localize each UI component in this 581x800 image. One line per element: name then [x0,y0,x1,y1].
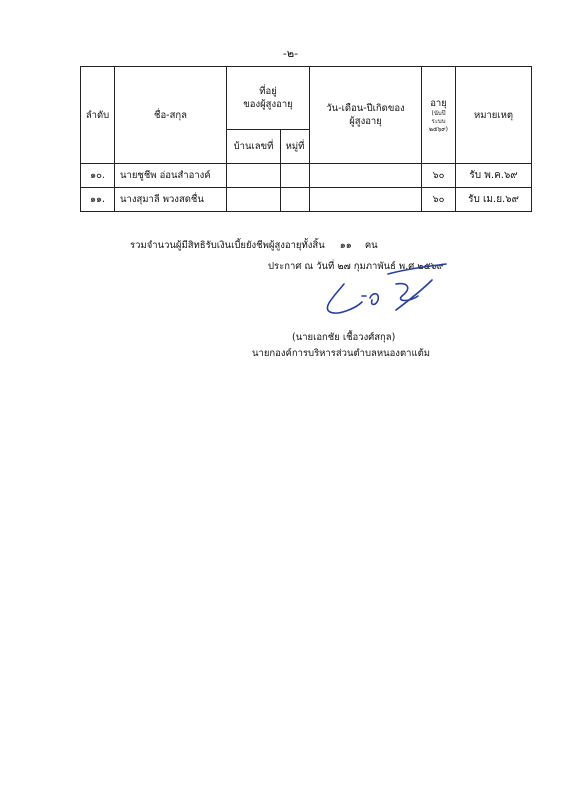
row-remark: รับ พ.ค.๖๙ [456,164,532,188]
row-name: นางสุมาลี พวงสดชื่น [115,188,227,212]
summary-line [130,238,378,253]
header-age-sub1: (นับปี [431,109,446,117]
row-age: ๖๐ [422,164,456,188]
header-address [227,67,310,130]
page-number: -๒- [282,47,299,60]
signature-stroke [327,284,362,313]
table-header-row [81,67,532,130]
signature-stroke [396,284,418,301]
header-birth-line1: วัน-เดือน-ปีเกิดของ [326,103,405,114]
row-birth [310,188,422,212]
row-house-no [227,188,281,212]
header-house-no: บ้านเลขที่ [227,130,281,164]
summary-text: รวมจำนวนผู้มีสิทธิรับเงินเบี้ยยังชีพผู้สูงอายุทั้งสิ้น [130,240,325,251]
signature-stroke [388,264,446,274]
beneficiary-table [80,66,532,212]
header-name: ชื่อ-สกุล [115,67,227,164]
table-row [81,188,532,212]
summary-count: ๑๑ [339,240,352,251]
header-birth-line2: ผู้สูงอายุ [349,116,382,127]
signer-title: นายกองค์การบริหารส่วนตำบลหนองตาแต้ม [252,348,431,359]
header-age [422,67,456,164]
header-village: หมู่ที่ [281,130,310,164]
header-remark: หมายเหตุ [456,67,532,164]
row-age: ๖๐ [422,188,456,212]
table-row [81,164,532,188]
row-house-no [227,164,281,188]
header-age-sub2: ระบบ [431,117,446,125]
row-name: นายชูชีพ อ่อนสำอางค์ [115,164,227,188]
header-address-line2: ของผู้สูงอายุ [243,99,293,110]
row-birth [310,164,422,188]
row-remark: รับ เม.ย.๖๙ [456,188,532,212]
signer-name: (นายเอกชัย เชื้อวงศ์สกุล) [292,332,396,343]
signature-stroke [370,294,378,305]
header-address-line1: ที่อยู่ [259,86,277,97]
header-seq: ลำดับ [81,67,115,164]
header-age-main: อายุ [430,97,447,109]
summary-unit: คน [364,240,378,251]
signature-stroke [396,280,432,310]
row-village [281,164,310,188]
header-age-sub3: ๒๕๖๙) [428,125,449,133]
row-seq: ๑๑. [81,188,115,212]
header-birth [310,67,422,164]
row-seq: ๑๐. [81,164,115,188]
signature-image [300,262,460,322]
row-village [281,188,310,212]
announcement-date: ประกาศ ณ วันที่ ๒๗ กุมภาพันธ์ พ.ศ.๒๕๖๙ [268,261,444,272]
